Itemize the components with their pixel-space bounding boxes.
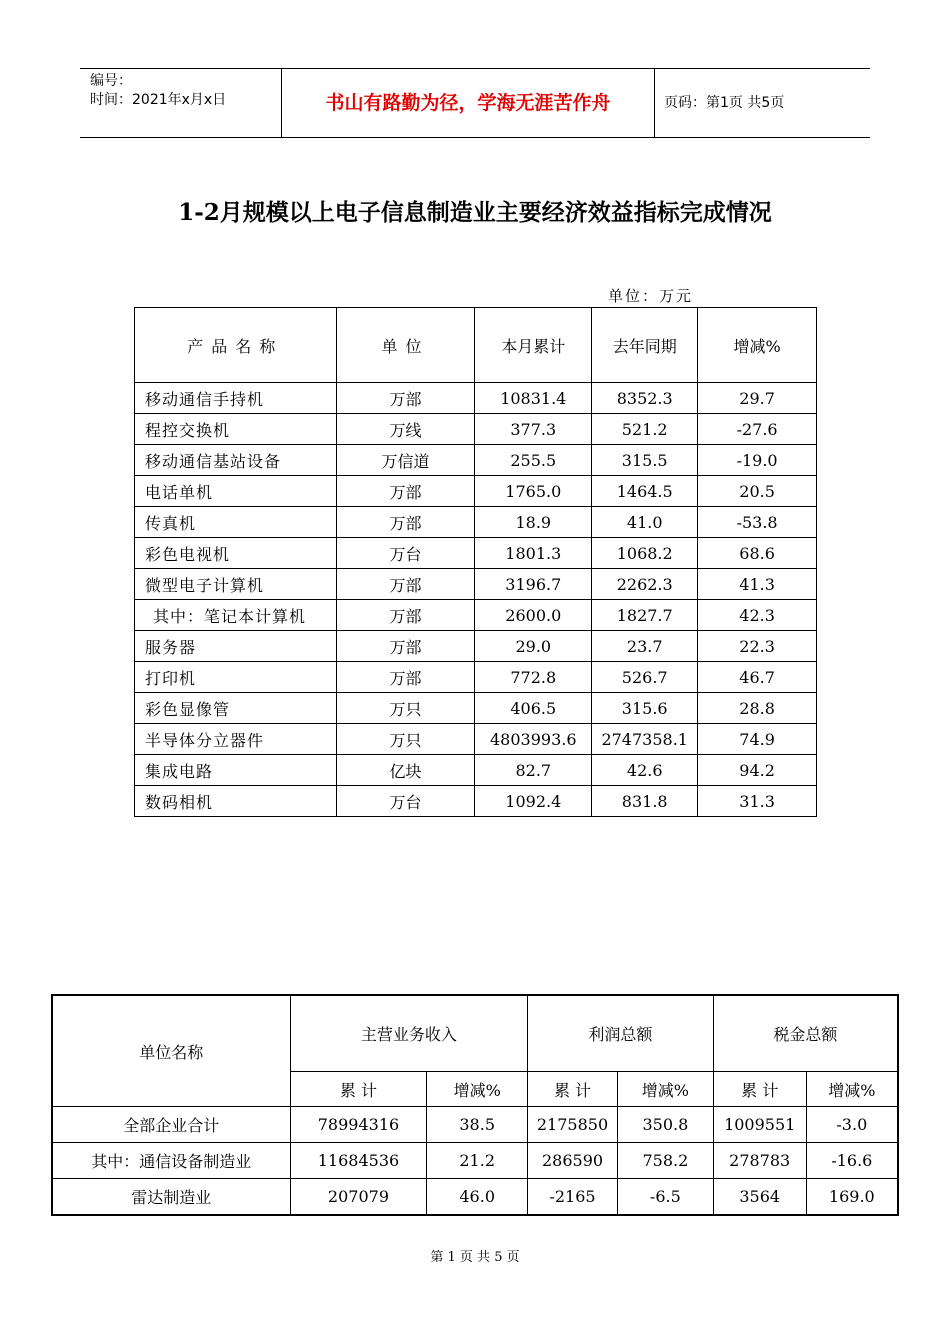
- tax-cumulative-cell: 278783: [713, 1143, 806, 1179]
- unit-cell: 万部: [336, 569, 475, 600]
- profit-change-cell: 350.8: [617, 1107, 713, 1143]
- unit-cell: 万线: [336, 414, 475, 445]
- table-row: [135, 631, 817, 662]
- product-name-cell: 服务器: [135, 631, 337, 662]
- unit-name-cell: 其中：通信设备制造业: [52, 1143, 290, 1179]
- change-percent-cell: 29.7: [698, 383, 817, 414]
- unit-cell: 万部: [336, 476, 475, 507]
- current-value-cell: 2600.0: [475, 600, 592, 631]
- last-year-value-cell: 521.2: [592, 414, 698, 445]
- subheader-change: 增减%: [427, 1072, 528, 1107]
- economic-indicators-table: [51, 994, 899, 1216]
- col-header-unit-name: 单位名称: [52, 995, 290, 1107]
- unit-cell: 亿块: [336, 755, 475, 786]
- last-year-value-cell: 315.5: [592, 445, 698, 476]
- profit-cumulative-cell: 286590: [528, 1143, 618, 1179]
- product-name-cell: 半导体分立器件: [135, 724, 337, 755]
- current-value-cell: 82.7: [475, 755, 592, 786]
- change-percent-cell: 94.2: [698, 755, 817, 786]
- profit-change-cell: -6.5: [617, 1179, 713, 1216]
- tax-cumulative-cell: 1009551: [713, 1107, 806, 1143]
- profit-change-cell: 758.2: [617, 1143, 713, 1179]
- table-row: [135, 538, 817, 569]
- header-meta: [90, 72, 226, 110]
- revenue-cumulative-cell: 207079: [290, 1179, 427, 1216]
- unit-cell: 万部: [336, 383, 475, 414]
- current-value-cell: 772.8: [475, 662, 592, 693]
- last-year-value-cell: 1827.7: [592, 600, 698, 631]
- tax-cumulative-cell: 3564: [713, 1179, 806, 1216]
- product-name-cell: 数码相机: [135, 786, 337, 817]
- last-year-value-cell: 8352.3: [592, 383, 698, 414]
- tax-change-cell: 169.0: [806, 1179, 898, 1216]
- subheader-change: 增减%: [806, 1072, 898, 1107]
- table-row: [135, 445, 817, 476]
- change-percent-cell: 68.6: [698, 538, 817, 569]
- change-percent-cell: 31.3: [698, 786, 817, 817]
- col-header-profit: 利润总额: [528, 995, 714, 1072]
- revenue-cumulative-cell: 11684536: [290, 1143, 427, 1179]
- page-footer: 第 1 页 共 5 页: [430, 1250, 520, 1265]
- product-name-cell: 电话单机: [135, 476, 337, 507]
- revenue-change-cell: 38.5: [427, 1107, 528, 1143]
- change-percent-cell: -53.8: [698, 507, 817, 538]
- last-year-value-cell: 42.6: [592, 755, 698, 786]
- table-row: [135, 476, 817, 507]
- unit-cell: 万部: [336, 600, 475, 631]
- table-row: [52, 1107, 898, 1143]
- table-row: [135, 569, 817, 600]
- current-value-cell: 1801.3: [475, 538, 592, 569]
- last-year-value-cell: 1068.2: [592, 538, 698, 569]
- table-row: [135, 414, 817, 445]
- col-header-revenue: 主营业务收入: [290, 995, 527, 1072]
- unit-cell: 万部: [336, 662, 475, 693]
- table-header-row: [135, 308, 817, 383]
- col-header-tax: 税金总额: [713, 995, 898, 1072]
- table-row: [135, 755, 817, 786]
- product-name-cell: 打印机: [135, 662, 337, 693]
- current-value-cell: 4803993.6: [475, 724, 592, 755]
- unit-cell: 万部: [336, 631, 475, 662]
- table-row: [135, 507, 817, 538]
- tax-change-cell: -3.0: [806, 1107, 898, 1143]
- col-header-unit: 单位: [336, 308, 475, 383]
- col-header-last-year: 去年同期: [592, 308, 698, 383]
- product-name-cell: 其中：笔记本计算机: [135, 600, 337, 631]
- unit-cell: 万只: [336, 693, 475, 724]
- profit-cumulative-cell: -2165: [528, 1179, 618, 1216]
- last-year-value-cell: 41.0: [592, 507, 698, 538]
- current-value-cell: 29.0: [475, 631, 592, 662]
- last-year-value-cell: 2262.3: [592, 569, 698, 600]
- product-name-cell: 微型电子计算机: [135, 569, 337, 600]
- change-percent-cell: -27.6: [698, 414, 817, 445]
- table-row: [135, 786, 817, 817]
- product-name-cell: 程控交换机: [135, 414, 337, 445]
- tax-change-cell: -16.6: [806, 1143, 898, 1179]
- change-percent-cell: 46.7: [698, 662, 817, 693]
- last-year-value-cell: 23.7: [592, 631, 698, 662]
- unit-note: 单位：万元: [608, 287, 694, 305]
- profit-cumulative-cell: 2175850: [528, 1107, 618, 1143]
- product-name-cell: 移动通信基站设备: [135, 445, 337, 476]
- page-title: 1-2月规模以上电子信息制造业主要经济效益指标完成情况: [178, 199, 772, 226]
- document-header: [80, 68, 870, 138]
- last-year-value-cell: 1464.5: [592, 476, 698, 507]
- current-value-cell: 3196.7: [475, 569, 592, 600]
- current-value-cell: 10831.4: [475, 383, 592, 414]
- table-row: [135, 383, 817, 414]
- product-output-table: [134, 307, 817, 817]
- change-percent-cell: -19.0: [698, 445, 817, 476]
- col-header-change: 增减%: [698, 308, 817, 383]
- col-header-product: 产品名称: [135, 308, 337, 383]
- subheader-cumulative: 累 计: [290, 1072, 427, 1107]
- last-year-value-cell: 315.6: [592, 693, 698, 724]
- table-row: [52, 1179, 898, 1216]
- revenue-cumulative-cell: 78994316: [290, 1107, 427, 1143]
- current-value-cell: 255.5: [475, 445, 592, 476]
- current-value-cell: 18.9: [475, 507, 592, 538]
- date-label: 时间：2021年x月x日: [90, 92, 227, 108]
- col-header-current: 本月累计: [475, 308, 592, 383]
- table-row: [135, 693, 817, 724]
- unit-name-cell: 雷达制造业: [52, 1179, 290, 1216]
- product-name-cell: 传真机: [135, 507, 337, 538]
- product-name-cell: 彩色显像管: [135, 693, 337, 724]
- change-percent-cell: 42.3: [698, 600, 817, 631]
- revenue-change-cell: 46.0: [427, 1179, 528, 1216]
- last-year-value-cell: 526.7: [592, 662, 698, 693]
- change-percent-cell: 20.5: [698, 476, 817, 507]
- product-name-cell: 彩色电视机: [135, 538, 337, 569]
- unit-name-cell: 全部企业合计: [52, 1107, 290, 1143]
- unit-cell: 万部: [336, 507, 475, 538]
- header-page-info: 页码：第1页 共5页: [664, 95, 785, 111]
- product-name-cell: 集成电路: [135, 755, 337, 786]
- header-motto: 书山有路勤为径，学海无涯苦作舟: [325, 92, 611, 114]
- change-percent-cell: 74.9: [698, 724, 817, 755]
- unit-cell: 万只: [336, 724, 475, 755]
- current-value-cell: 1092.4: [475, 786, 592, 817]
- product-name-cell: 移动通信手持机: [135, 383, 337, 414]
- unit-cell: 万信道: [336, 445, 475, 476]
- revenue-change-cell: 21.2: [427, 1143, 528, 1179]
- table-row: [135, 724, 817, 755]
- change-percent-cell: 28.8: [698, 693, 817, 724]
- table-header-row: [52, 995, 898, 1072]
- current-value-cell: 406.5: [475, 693, 592, 724]
- table-row: [135, 662, 817, 693]
- current-value-cell: 1765.0: [475, 476, 592, 507]
- subheader-change: 增减%: [617, 1072, 713, 1107]
- header-divider: [654, 69, 655, 137]
- current-value-cell: 377.3: [475, 414, 592, 445]
- table-row: [135, 600, 817, 631]
- change-percent-cell: 22.3: [698, 631, 817, 662]
- change-percent-cell: 41.3: [698, 569, 817, 600]
- number-label: 编号：: [90, 73, 132, 89]
- unit-cell: 万台: [336, 538, 475, 569]
- subheader-cumulative: 累 计: [713, 1072, 806, 1107]
- last-year-value-cell: 831.8: [592, 786, 698, 817]
- last-year-value-cell: 2747358.1: [592, 724, 698, 755]
- unit-cell: 万台: [336, 786, 475, 817]
- table-row: [52, 1143, 898, 1179]
- subheader-cumulative: 累 计: [528, 1072, 618, 1107]
